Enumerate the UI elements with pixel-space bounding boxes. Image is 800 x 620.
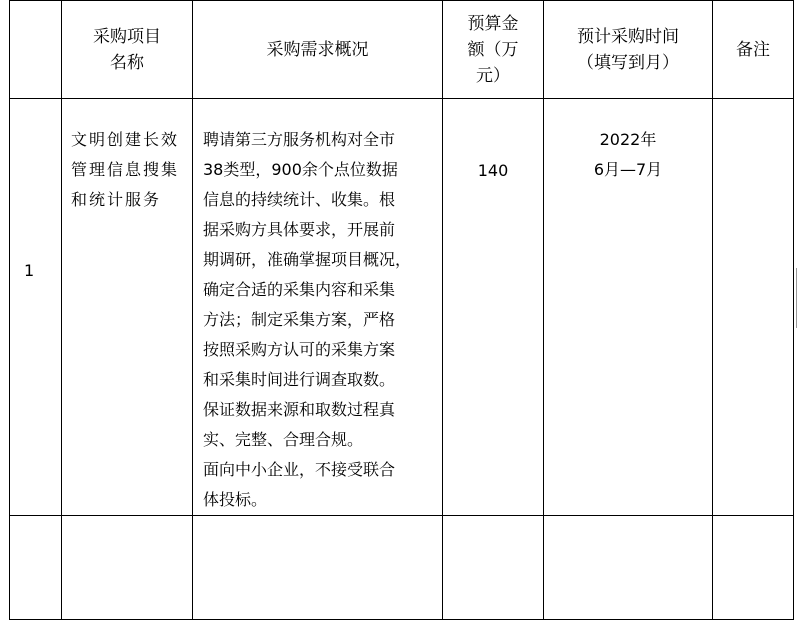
- empty-cell: [10, 516, 62, 620]
- header-budget: 预算金 额（万 元）: [443, 1, 544, 99]
- empty-cell: [62, 516, 193, 620]
- row-project-name: 文明创建长效管理信息搜集和统计服务: [62, 99, 193, 516]
- header-project-name: 采购项目 名称: [62, 1, 193, 99]
- table-row: [10, 99, 794, 516]
- header-row: [10, 1, 794, 99]
- header-procurement-time: 预计采购时间 （填写到月）: [544, 1, 713, 99]
- empty-cell: [193, 516, 443, 620]
- header-requirement-summary: 采购需求概况: [193, 1, 443, 99]
- row-remarks: [713, 99, 794, 516]
- empty-cell: [443, 516, 544, 620]
- empty-cell: [713, 516, 794, 620]
- row-budget: 140: [443, 99, 544, 516]
- row-requirement-summary: 聘请第三方服务机构对全市 38类型，900余个点位数据 信息的持续统计、收集。根 据采购方具体要求，开展前 期调研，准确掌握项目概况， 确定合适的采集内容和采集 方法；制定采集方案，严格 按照采购方认可的采集方案 和采集时间进行调查取数。 保证数据来源和取数过程真 实、完整、合理合规。 面向中小企业，不接受联合 体投标。: [193, 99, 443, 516]
- page-edge-divider: [796, 268, 800, 328]
- header-number: [10, 1, 62, 99]
- header-remarks: 备注: [713, 1, 794, 99]
- row-procurement-time: 2022年 6月—7月: [544, 99, 713, 516]
- empty-cell: [544, 516, 713, 620]
- procurement-table: [9, 0, 794, 620]
- empty-row: [10, 516, 794, 620]
- row-number: 1: [10, 99, 62, 516]
